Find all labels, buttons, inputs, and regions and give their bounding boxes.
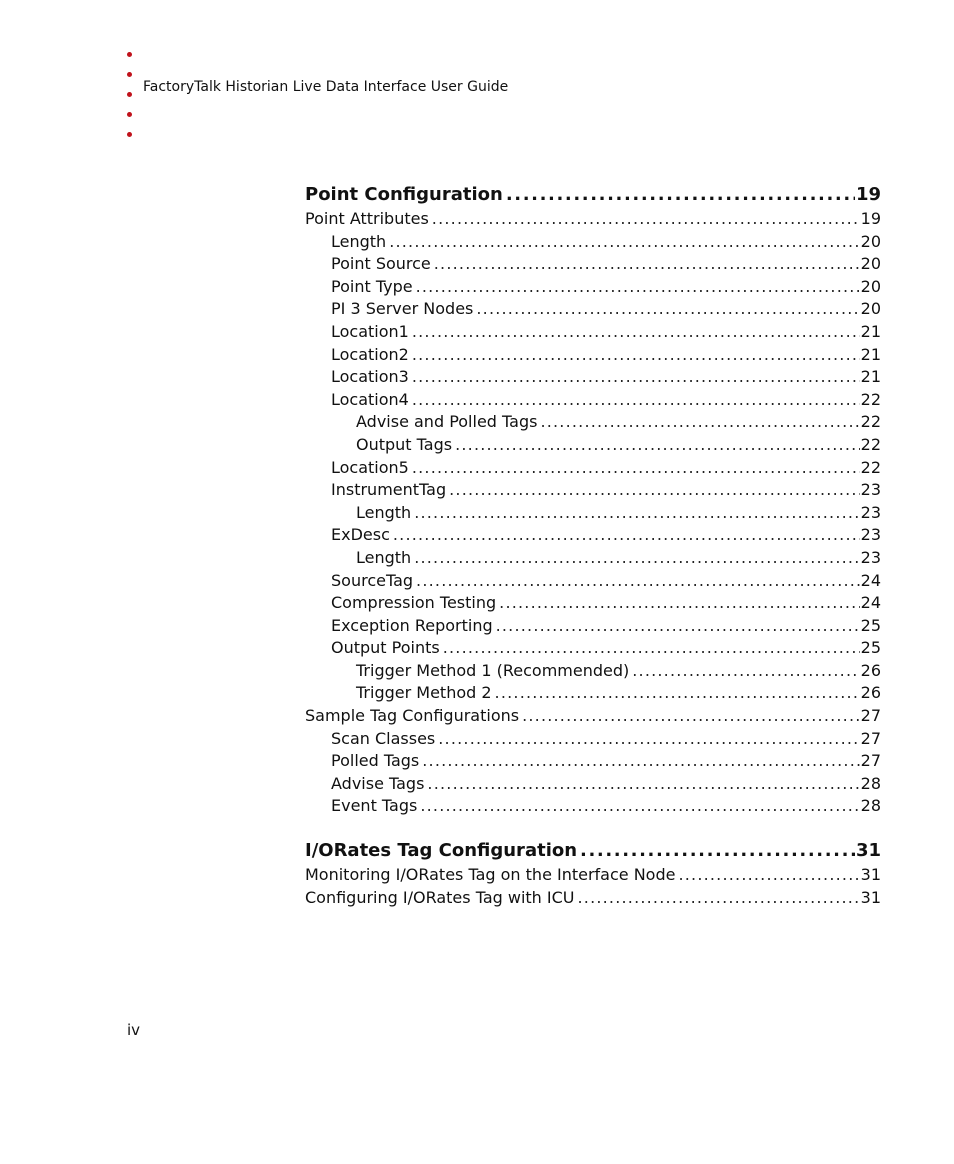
toc-page-number: 26 — [860, 660, 881, 680]
toc-entry-title: Configuring I/ORates Tag with ICU — [305, 887, 575, 907]
toc-entry-level-3[interactable] — [305, 660, 881, 683]
toc-page-number: 24 — [860, 570, 881, 590]
toc-entry-title: Monitoring I/ORates Tag on the Interface Node — [305, 865, 676, 885]
page-folio: iv — [127, 1021, 141, 1039]
dot-leader — [416, 276, 860, 299]
toc-entry-level-2[interactable] — [305, 253, 881, 276]
toc-entry-level-1[interactable] — [305, 887, 881, 910]
dot-leader — [449, 479, 860, 502]
red-bullet-icon — [127, 52, 132, 57]
toc-page-number: 31 — [860, 865, 881, 885]
dot-leader — [414, 547, 859, 570]
dot-leader — [580, 838, 855, 864]
toc-page-number: 22 — [860, 457, 881, 477]
toc-page-number: 26 — [860, 683, 881, 703]
toc-page-number: 20 — [860, 231, 881, 251]
toc-page-number: 27 — [860, 706, 881, 726]
toc-entry-level-2[interactable] — [305, 592, 881, 615]
dot-leader — [416, 570, 860, 593]
dot-leader — [412, 366, 860, 389]
toc-entry-title: SourceTag — [331, 570, 414, 590]
toc-entry-level-3[interactable] — [305, 502, 881, 525]
toc-page-number: 28 — [860, 773, 881, 793]
dot-leader — [422, 750, 859, 773]
dot-leader — [443, 637, 860, 660]
toc-entry-level-1[interactable] — [305, 864, 881, 887]
dot-leader — [506, 182, 855, 208]
toc-entry-level-3[interactable] — [305, 434, 881, 457]
dot-leader — [540, 411, 859, 434]
toc-entry-level-3[interactable] — [305, 547, 881, 570]
table-of-contents — [305, 182, 881, 909]
toc-page-number: 20 — [860, 276, 881, 296]
toc-page-number: 19 — [860, 209, 881, 228]
dot-leader — [476, 298, 859, 321]
toc-page-number: 22 — [860, 389, 881, 409]
dot-leader — [389, 231, 859, 254]
toc-entry-title: Trigger Method 1 (Recommended) — [356, 660, 630, 680]
toc-entry-level-2[interactable] — [305, 728, 881, 751]
toc-page-number: 20 — [860, 299, 881, 319]
toc-page-number: 23 — [860, 480, 881, 500]
toc-entry-title: Point Type — [331, 276, 413, 296]
toc-entry-title: ExDesc — [331, 525, 390, 545]
toc-entry-level-2[interactable] — [305, 615, 881, 638]
toc-page-number: 22 — [860, 412, 881, 432]
dot-leader — [427, 773, 859, 796]
toc-entry-level-1[interactable] — [305, 705, 881, 728]
dot-leader — [412, 457, 860, 480]
toc-entry-title: Exception Reporting — [331, 615, 493, 635]
red-bullet-icon — [127, 92, 132, 97]
toc-page-number: 24 — [860, 593, 881, 613]
dot-leader — [632, 660, 859, 683]
toc-page-number: 25 — [860, 615, 881, 635]
dot-leader — [496, 615, 860, 638]
toc-entry-level-2[interactable] — [305, 321, 881, 344]
section-spacer — [305, 818, 881, 838]
toc-entry-level-1[interactable] — [305, 208, 881, 231]
toc-page-number: 20 — [860, 254, 881, 274]
toc-entry-title: Scan Classes — [331, 728, 436, 748]
toc-entry-title: InstrumentTag — [331, 480, 447, 500]
dot-leader — [578, 887, 860, 910]
toc-entry-level-2[interactable] — [305, 479, 881, 502]
dot-leader — [438, 728, 859, 751]
toc-entry-title: Location5 — [331, 457, 409, 477]
dot-leader — [412, 389, 860, 412]
dot-leader — [414, 502, 859, 525]
dot-leader — [412, 344, 860, 367]
toc-entry-title: Point Configuration — [305, 184, 503, 205]
toc-entry-level-2[interactable] — [305, 773, 881, 796]
dot-leader — [499, 592, 859, 615]
toc-entry-level-2[interactable] — [305, 344, 881, 367]
toc-entry-level-2[interactable] — [305, 795, 881, 818]
toc-entry-level-2[interactable] — [305, 570, 881, 593]
red-bullet-icon — [127, 112, 132, 117]
toc-entry-title: Point Attributes — [305, 209, 429, 228]
dot-leader — [393, 524, 860, 547]
red-bullet-icon — [127, 132, 132, 137]
toc-entry-level-2[interactable] — [305, 298, 881, 321]
toc-page-number: 22 — [860, 434, 881, 454]
toc-page-number: 21 — [860, 344, 881, 364]
toc-entry-title: Output Points — [331, 638, 440, 658]
toc-page-number: 31 — [860, 887, 881, 907]
toc-entry-title: Length — [356, 502, 412, 522]
toc-chapter-heading[interactable] — [305, 182, 881, 208]
toc-entry-title: Location1 — [331, 321, 409, 341]
toc-page-number: 21 — [860, 367, 881, 387]
dot-leader — [420, 795, 859, 818]
toc-entry-level-2[interactable] — [305, 637, 881, 660]
toc-page-number: 27 — [860, 728, 881, 748]
toc-page-number: 25 — [860, 638, 881, 658]
toc-page-number: 28 — [860, 796, 881, 816]
toc-entry-level-2[interactable] — [305, 389, 881, 412]
toc-entry-level-3[interactable] — [305, 682, 881, 705]
toc-page-number: 23 — [860, 547, 881, 567]
toc-entry-level-2[interactable] — [305, 276, 881, 299]
toc-entry-title: Event Tags — [331, 796, 418, 816]
toc-page-number: 27 — [860, 751, 881, 771]
toc-entry-title: Advise Tags — [331, 773, 425, 793]
running-header-title: FactoryTalk Historian Live Data Interface User Guide — [143, 79, 509, 95]
toc-entry-title: Location4 — [331, 389, 409, 409]
dot-leader — [432, 208, 860, 231]
dot-leader — [455, 434, 860, 457]
toc-entry-title: Trigger Method 2 — [356, 683, 492, 703]
toc-entry-title: Output Tags — [356, 434, 453, 454]
dot-leader — [412, 321, 860, 344]
toc-entry-title: Point Source — [331, 254, 431, 274]
toc-entry-title: Location3 — [331, 367, 409, 387]
toc-entry-title: Sample Tag Configurations — [305, 706, 520, 726]
toc-entry-title: I/ORates Tag Configuration — [305, 840, 578, 862]
red-bullet-icon — [127, 72, 132, 77]
toc-page-number: 23 — [860, 502, 881, 522]
dot-leader — [434, 253, 860, 276]
toc-entry-title: Location2 — [331, 344, 409, 364]
toc-page-number: 19 — [855, 184, 881, 205]
dot-leader — [522, 705, 860, 728]
toc-entry-title: Length — [356, 547, 412, 567]
dot-leader — [678, 864, 859, 887]
toc-entry-level-2[interactable] — [305, 750, 881, 773]
toc-page-number: 23 — [860, 525, 881, 545]
toc-entry-title: PI 3 Server Nodes — [331, 299, 474, 319]
toc-entry-title: Compression Testing — [331, 593, 497, 613]
toc-entry-title: Polled Tags — [331, 751, 420, 771]
toc-chapter-heading[interactable] — [305, 838, 881, 864]
toc-entry-level-2[interactable] — [305, 366, 881, 389]
toc-entry-level-2[interactable] — [305, 231, 881, 254]
toc-entry-title: Length — [331, 231, 387, 251]
dot-leader — [495, 682, 860, 705]
toc-entry-level-2[interactable] — [305, 524, 881, 547]
toc-page-number: 21 — [860, 321, 881, 341]
toc-entry-level-2[interactable] — [305, 457, 881, 480]
toc-entry-level-3[interactable] — [305, 411, 881, 434]
toc-page-number: 31 — [855, 840, 881, 862]
toc-entry-title: Advise and Polled Tags — [356, 412, 538, 432]
